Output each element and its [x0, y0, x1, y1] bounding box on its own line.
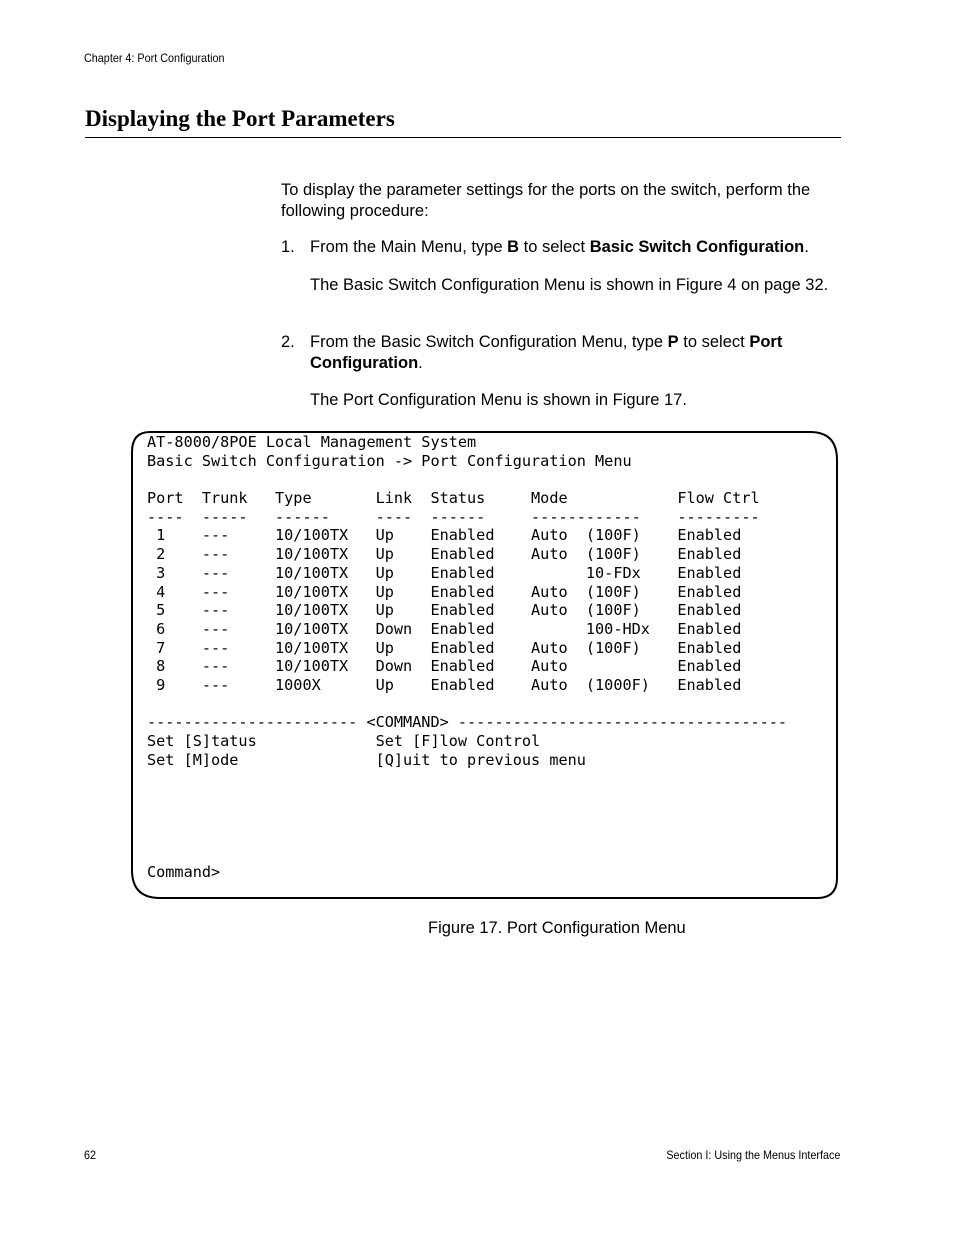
intro-paragraph: To display the parameter settings for the ports on the switch, perform the following procedure:: [281, 181, 811, 220]
terminal-line: [147, 844, 827, 863]
terminal-line: [147, 807, 827, 826]
terminal-screen: [130, 430, 840, 900]
terminal-line: 8 --- 10/100TX Down Enabled Auto Enabled: [147, 657, 742, 676]
terminal-line: ---- ----- ------ ---- ------ ------------ ---------: [147, 507, 760, 526]
terminal-line: [147, 788, 827, 807]
figure-caption: Figure 17. Port Configuration Menu: [428, 919, 686, 937]
step-2-note: The Port Configuration Menu is shown in Figure 17.: [310, 391, 687, 409]
terminal-line: [147, 470, 827, 489]
terminal-text: [147, 433, 827, 882]
terminal-line: Set [S]tatus Set [F]low Control: [147, 732, 541, 750]
terminal-line: Port Trunk Type Link Status Mode Flow Ctrl: [147, 489, 760, 508]
terminal-line: 1 --- 10/100TX Up Enabled Auto (100F) Enabled: [147, 526, 742, 545]
terminal-line: [147, 769, 827, 788]
terminal-line: 9 --- 1000X Up Enabled Auto (1000F) Enabled: [147, 675, 742, 694]
terminal-line: ----------------------- <COMMAND> ------------------------------------: [147, 713, 788, 732]
terminal-line: Basic Switch Configuration -> Port Configuration Menu: [147, 451, 632, 470]
terminal-line: AT-8000/8POE Local Management System: [147, 433, 477, 451]
terminal-line: 3 --- 10/100TX Up Enabled 10-FDx Enabled: [147, 563, 742, 582]
section-title: Displaying the Port Parameters: [85, 106, 841, 138]
key-p: P: [667, 333, 679, 351]
step-1-note: The Basic Switch Configuration Menu is shown in Figure 4 on page 32.: [310, 276, 829, 294]
terminal-line: Command>: [147, 862, 221, 881]
terminal-line: [147, 825, 827, 844]
terminal-line: 6 --- 10/100TX Down Enabled 100-HDx Enabled: [147, 619, 742, 638]
terminal-line: 5 --- 10/100TX Up Enabled Auto (100F) Enabled: [147, 601, 742, 620]
step-number: 1.: [281, 238, 295, 256]
step-number: 2.: [281, 333, 295, 351]
terminal-line: [147, 695, 827, 714]
menu-target: Basic Switch Configuration: [589, 238, 805, 256]
footer-section: Section I: Using the Menus Interface: [665, 1148, 840, 1162]
terminal-line: 4 --- 10/100TX Up Enabled Auto (100F) Enabled: [147, 582, 742, 601]
terminal-line: 2 --- 10/100TX Up Enabled Auto (100F) Enabled: [147, 545, 742, 564]
step-text: From the Main Menu, type B to select Basic Switch Configuration.: [310, 238, 809, 256]
step-text: From the Basic Switch Configuration Menu, type P to select Port Configuration.: [310, 333, 783, 372]
key-b: B: [507, 238, 520, 256]
terminal-line: Set [M]ode [Q]uit to previous menu: [147, 750, 586, 769]
menu-target: Port Configuration: [310, 333, 783, 372]
page-number: 62: [84, 1148, 97, 1162]
terminal-line: 7 --- 10/100TX Up Enabled Auto (100F) Enabled: [147, 638, 742, 657]
running-header: Chapter 4: Port Configuration: [84, 51, 225, 65]
